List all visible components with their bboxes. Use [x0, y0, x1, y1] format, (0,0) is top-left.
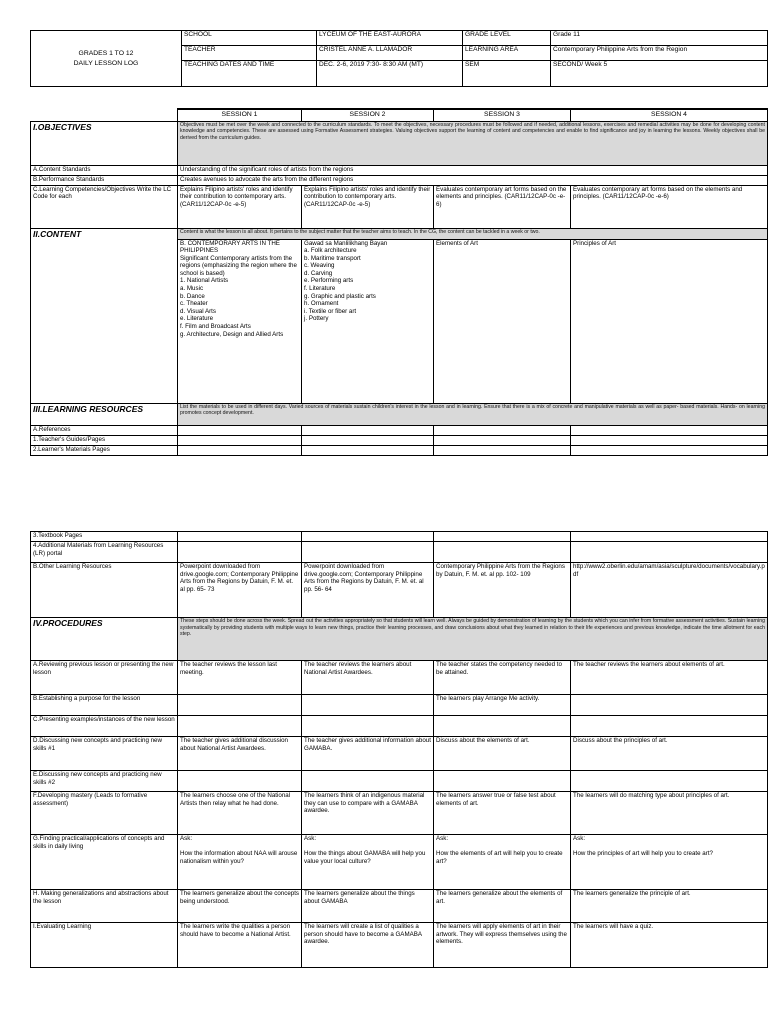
references-label: A.References — [31, 425, 178, 435]
procedure-label: D.Discussing new concepts and practicing new skills #1 — [31, 737, 178, 771]
content-s1-line: 1. National Artists — [180, 277, 229, 285]
competency-session-1: Explains Filipino artists' roles and identify their contribution to contemporary arts. (CAR11/12CAP-0c -e-5) — [178, 185, 302, 228]
content-standards-label: A.Content Standards — [31, 165, 178, 175]
other-resource-session-1: Powerpoint downloaded from drive.google.com; Contemporary Philippine Arts from the Regions by Datuin, F. M. et. al pp. 65- 73 — [178, 563, 302, 618]
grade-value: Grade 11 — [551, 31, 768, 46]
blank-corner — [31, 109, 178, 121]
empty-cell — [434, 445, 571, 455]
procedure-label: H. Making generalizations and abstractions about the lesson — [31, 890, 178, 923]
procedure-cell: The learners write the qualities a person should have to become a National Artist. — [178, 923, 302, 968]
content-s1-line: c. Theater — [180, 300, 208, 308]
procedure-cell: The teacher states the competency needed to be attained. — [434, 661, 571, 695]
procedure-cell — [302, 716, 434, 737]
procedure-cell — [302, 771, 434, 792]
empty-cell — [434, 532, 571, 542]
procedure-row-e — [31, 771, 768, 792]
procedure-row-h — [31, 890, 768, 923]
procedure-label: I.Evaluating Learning — [31, 923, 178, 968]
procedure-cell: The learners will apply elements of art in their artwork. They will express themselves using the elements. — [434, 923, 571, 968]
procedure-cell — [302, 695, 434, 716]
procedure-cell: The teacher reviews the learners about elements of art. — [571, 661, 768, 695]
content-s1-line: Significant Contemporary artists from the regions (emphasizing the region where the school is based) — [180, 254, 297, 277]
procedure-cell: The learners generalize about the things about GAMABA — [302, 890, 434, 923]
procedure-row-a — [31, 661, 768, 695]
procedure-cell: Ask: How the elements of art will help you to create art? — [434, 835, 571, 890]
dates-label: TEACHING DATES AND TIME — [182, 61, 317, 87]
procedure-cell — [434, 771, 571, 792]
content-s2-line: b. Maritime transport — [304, 254, 361, 262]
teacher-value: CRISTEL ANNE A. LLAMADOR — [317, 46, 463, 61]
performance-standards-value: Creates avenues to advocate the arts from the different regions — [178, 175, 768, 185]
empty-cell — [434, 435, 571, 445]
other-resource-session-4: http://www2.oberlin.edu/amam/asia/sculpture/documents/vocabulary.pdf — [571, 563, 768, 618]
content-s2-line: e. Performing arts — [304, 277, 354, 285]
learners-materials-label: 2.Learner's Materials Pages — [31, 445, 178, 455]
procedure-cell: The learners choose one of the National Artists then relay what he had done. — [178, 792, 302, 835]
content-standards-value: Understanding of the significant roles of artists from the regions — [178, 165, 768, 175]
procedure-cell: The learners generalize about the concepts being understood. — [178, 890, 302, 923]
log-title — [31, 31, 182, 87]
procedure-row-f — [31, 792, 768, 835]
procedure-cell — [434, 716, 571, 737]
empty-cell — [178, 435, 302, 445]
header-table — [30, 30, 768, 87]
procedure-row-g — [31, 835, 768, 890]
procedure-cell: Discuss about the principles of art. — [571, 737, 768, 771]
teacher-label: TEACHER — [182, 46, 317, 61]
procedures-note: These steps should be done across the week. Spread out the activities appropriately so that students will learn well. Always be guided by demonstration of learning by the students which you can infer from formative assessment activities. Sustain learning systematically by providing students with multiple ways to learn new things, practice their learning processes, and draw conclusions about what they learned in relation to their life experiences and previous knowledge, indicate the time allotment for each step. — [178, 618, 768, 661]
area-value: Contemporary Philippine Arts from the Region — [551, 46, 768, 61]
content-s1-line: a. Music — [180, 285, 204, 293]
dates-value: DEC. 2-6, 2019 7:30- 8:30 AM (MT) — [317, 61, 463, 87]
lesson-table-top — [30, 108, 768, 456]
content-s2-line: d. Carving — [304, 269, 333, 277]
content-heading: II.CONTENT — [31, 228, 178, 403]
empty-cell — [178, 532, 302, 542]
title-line-2: DAILY LESSON LOG — [73, 59, 139, 67]
competency-session-4: Evaluates contemporary art forms based on the elements and principles. (CAR11/12CAP-0c -e-6) — [571, 185, 768, 228]
school-label: SCHOOL — [182, 31, 317, 46]
procedure-cell: The learners will have a quiz. — [571, 923, 768, 968]
procedure-cell — [178, 716, 302, 737]
textbook-label: 3.Textbook Pages — [31, 532, 178, 542]
procedure-cell — [178, 771, 302, 792]
procedure-cell: The learners will do matching type about principles of art. — [571, 792, 768, 835]
content-s1-line: f. Film and Broadcast Arts — [180, 323, 251, 331]
empty-cell — [571, 435, 768, 445]
empty-cell — [434, 542, 571, 563]
empty-cell — [302, 425, 434, 435]
lesson-table-bottom — [30, 531, 768, 968]
content-s1-line: b. Dance — [180, 292, 205, 300]
content-session-1 — [178, 239, 302, 403]
school-value: LYCEUM OF THE EAST-AURORA — [317, 31, 463, 46]
other-resource-session-2: Powerpoint downloaded from drive.google.com; Contemporary Philippine Arts from the Regions by Datuin, F. M. et. al pp. 56- 64 — [302, 563, 434, 618]
resources-heading: III.LEARNING RESOURCES — [31, 403, 178, 425]
content-s1-line: e. Literature — [180, 315, 214, 323]
procedure-cell: The learners will create a list of qualities a person should have to become a GAMABA awardee. — [302, 923, 434, 968]
empty-cell — [434, 425, 571, 435]
empty-cell — [302, 445, 434, 455]
procedure-label: A.Reviewing previous lesson or presenting the new lesson — [31, 661, 178, 695]
session-2-header: SESSION 2 — [302, 109, 434, 121]
procedure-row-i — [31, 923, 768, 968]
empty-cell — [571, 445, 768, 455]
content-s2-line: Gawad sa Manlilikhang Bayan — [304, 239, 388, 247]
content-session-4: Principles of Art — [571, 239, 768, 403]
procedure-row-b — [31, 695, 768, 716]
empty-cell — [178, 425, 302, 435]
content-s1-line: B. CONTEMPORARY ARTS IN THE PHILIPPINES — [180, 239, 280, 255]
procedure-cell: The learners generalize the principle of art. — [571, 890, 768, 923]
performance-standards-label: B.Performance Standards — [31, 175, 178, 185]
procedure-cell — [571, 716, 768, 737]
content-s2-line: g. Graphic and plastic arts — [304, 292, 376, 300]
content-session-3: Elements of Art — [434, 239, 571, 403]
resources-note: List the materials to be used in different days. Varied sources of materials sustain children's interest in the lesson and in learning. Ensure that there is a mix of concrete and manipulative materials as well as paper- based materials. Hands- on learning promotes concept development. — [178, 403, 768, 425]
empty-cell — [302, 435, 434, 445]
competency-session-3: Evaluates contemporary art forms based on the elements and principles. (CAR11/12CAP-0c -e-6) — [434, 185, 571, 228]
procedure-cell: The learners play Arrange Me activity. — [434, 695, 571, 716]
empty-cell — [571, 425, 768, 435]
procedure-cell — [178, 695, 302, 716]
content-session-2 — [302, 239, 434, 403]
grade-label: GRADE LEVEL — [463, 31, 551, 46]
other-resource-session-3: Contemporary Philippine Arts from the Regions by Datuin, F. M. et. al pp. 102- 109 — [434, 563, 571, 618]
session-4-header: SESSION 4 — [571, 109, 768, 121]
procedure-cell — [571, 771, 768, 792]
procedure-cell: The teacher reviews the learners about National Artist Awardees. — [302, 661, 434, 695]
empty-cell — [571, 542, 768, 563]
procedure-cell: Ask: How the things about GAMABA will help you value your local culture? — [302, 835, 434, 890]
procedure-label: C.Presenting examples/instances of the new lesson — [31, 716, 178, 737]
procedure-cell: The learners answer true or false test about elements of art. — [434, 792, 571, 835]
procedure-cell: Discuss about the elements of art. — [434, 737, 571, 771]
content-s2-line: h. Ornament — [304, 300, 339, 308]
procedure-row-d — [31, 737, 768, 771]
procedure-cell: The teacher reviews the lesson last meeting. — [178, 661, 302, 695]
procedures-heading: IV.PROCEDURES — [31, 618, 178, 661]
procedure-cell: The teacher gives additional information about GAMABA. — [302, 737, 434, 771]
objectives-note: Objectives must be met over the week and connected to the curriculum standards. To meet the objectives, necessary procedures must be followed and if needed, additional lessons, exercises and remedial activities may be done for developing content knowledge and competencies. These are assessed using Formative Assessment strategies. Valuing objectives support the learning of content and competencies and enable to find significance and joy in learning the lessons. Weekly objectives shall be derived from the curriculum guides. — [178, 121, 768, 165]
procedure-cell: The learners generalize about the elements of art. — [434, 890, 571, 923]
empty-cell — [302, 532, 434, 542]
empty-cell — [178, 445, 302, 455]
sem-value: SECOND/ Week 5 — [551, 61, 768, 87]
procedure-cell: Ask: How the principles of art will help you to create art? — [571, 835, 768, 890]
area-label: LEARNING AREA — [463, 46, 551, 61]
procedure-label: E.Discussing new concepts and practicing new skills #2 — [31, 771, 178, 792]
content-s1-line: g. Architecture, Design and Allied Arts — [180, 330, 284, 338]
content-s2-line: i. Textile or fiber art — [304, 307, 357, 315]
content-s2-line: c. Weaving — [304, 262, 335, 270]
procedure-cell: The learners think of an indigenous material they can use to compare with a GAMABA awardee. — [302, 792, 434, 835]
content-s2-line: f. Literature — [304, 285, 336, 293]
content-s1-line: d. Visual Arts — [180, 307, 216, 315]
procedure-row-c — [31, 716, 768, 737]
procedure-cell: The teacher gives additional discussion about National Artist Awardees. — [178, 737, 302, 771]
procedure-label: B.Establishing a purpose for the lesson — [31, 695, 178, 716]
teachers-guides-label: 1.Teacher's Guides/Pages — [31, 435, 178, 445]
content-s2-line: j. Pottery — [304, 315, 329, 323]
other-resources-label: B.Other Learning Resources — [31, 563, 178, 618]
empty-cell — [571, 532, 768, 542]
sem-label: SEM — [463, 61, 551, 87]
competency-session-2: Explains Filipino artists' roles and identify their contribution to contemporary arts. (CAR11/12CAP-0c -e-5) — [302, 185, 434, 228]
empty-cell — [178, 542, 302, 563]
content-s2-line: a. Folk architecture — [304, 247, 357, 255]
title-line-1: GRADES 1 TO 12 — [78, 49, 134, 57]
procedure-label: F.Developing mastery (Leads to formative assessment) — [31, 792, 178, 835]
competencies-label: C.Learning Competencies/Objectives Write the LC Code for each — [31, 185, 178, 228]
empty-cell — [302, 542, 434, 563]
session-1-header: SESSION 1 — [178, 109, 302, 121]
additional-materials-label: 4.Additional Materials from Learning Resources (LR) portal — [31, 542, 178, 563]
procedure-label: G.Finding practical/applications of concepts and skills in daily living — [31, 835, 178, 890]
procedure-cell: Ask: How the information about NAA will arouse nationalism within you? — [178, 835, 302, 890]
session-3-header: SESSION 3 — [434, 109, 571, 121]
objectives-heading: I.OBJECTIVES — [31, 121, 178, 165]
content-note: Content is what the lesson is all about. It pertains to the subject matter that the teacher aims to teach. In the CG, the content can be tackled in a week or two. — [178, 228, 768, 239]
procedure-cell — [571, 695, 768, 716]
